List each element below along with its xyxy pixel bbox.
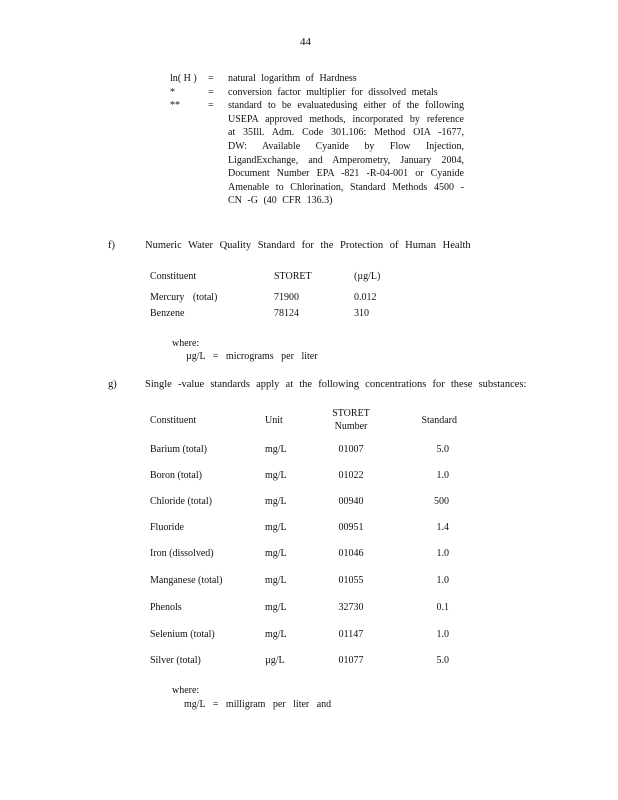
table-cell: 00951: [338, 521, 364, 533]
table-header-row: [150, 404, 465, 436]
table-cell: 1.0: [436, 574, 449, 586]
table-cell: mg/L: [265, 602, 287, 613]
definition-text: conversion factor multiplier for dissolved metals: [228, 86, 438, 98]
table-cell: 00940: [338, 495, 364, 507]
table-header-row: [150, 271, 380, 287]
definition-equals: =: [208, 73, 214, 84]
table-cell: Boron (total): [150, 469, 202, 481]
table-cell: mg/L: [265, 443, 287, 455]
table-cell: 5.0: [436, 443, 449, 455]
table-cell: 32730: [338, 602, 364, 613]
table-cell: Selenium (total): [150, 628, 215, 640]
table-cell: 1.0: [436, 469, 449, 481]
single-value-standards-table: [150, 404, 465, 673]
table-row: [150, 514, 465, 540]
definition-text: standard to be evaluatedusing either of the following USEPA approved methods, incorporated by reference at 35Ill. Adm. Code 301.106: Method OIA -1677, DW: Available Cyanide by Flow Injection, LigandExchange, and Amperometry, January 2004, Document Number EPA -821 -R-04-001 or Cyanide Amenable to Chlorination, Standard Methods 4500 -CN -G (40 CFR 136.3): [228, 100, 464, 207]
table-cell: 78124: [274, 308, 299, 319]
table-cell: 1.0: [436, 628, 449, 640]
table-cell: mg/L: [265, 628, 287, 640]
definition-symbol: ln( H ): [170, 73, 197, 84]
column-header: STORET: [274, 271, 312, 282]
definition-row: [170, 99, 468, 208]
table-row: [150, 292, 380, 308]
where-label: where:: [172, 685, 200, 696]
definition-row: [170, 72, 468, 86]
column-header: Unit: [265, 414, 283, 426]
section-g-letter: g): [108, 379, 117, 390]
table-cell: 0.1: [436, 602, 449, 613]
table-cell: Chloride (total): [150, 495, 212, 507]
table-cell: Phenols: [150, 602, 182, 613]
where-label: where:: [172, 338, 200, 349]
column-header: (µg/L): [354, 271, 381, 282]
table-cell: Barium (total): [150, 443, 207, 455]
table-row: [150, 540, 465, 566]
table-row: [150, 621, 465, 647]
table-row: [150, 566, 465, 594]
table-cell: Benzene: [150, 308, 185, 319]
section-f-title: Numeric Water Quality Standard for the Protection of Human Health: [145, 240, 471, 251]
table-cell: Mercury (total): [150, 292, 218, 303]
table-cell: mg/L: [265, 521, 287, 533]
table-cell: Silver (total): [150, 654, 201, 666]
where-text: mg/L = milligram per liter and: [184, 699, 332, 710]
column-header: STORET Number: [332, 408, 370, 432]
human-health-table: [150, 271, 380, 324]
table-row: [150, 594, 465, 621]
table-row: [150, 436, 465, 462]
definition-symbol: *: [170, 86, 175, 98]
table-cell: 01147: [338, 628, 364, 640]
table-cell: 71900: [274, 292, 299, 303]
table-row: [150, 308, 380, 324]
table-cell: mg/L: [265, 574, 287, 586]
table-cell: 500: [434, 495, 449, 507]
page-number: 44: [300, 36, 311, 48]
table-cell: Iron (dissolved): [150, 547, 214, 559]
definition-equals: =: [208, 100, 214, 112]
section-g-title: Single -value standards apply at the following concentrations for these substances:: [145, 379, 527, 390]
definition-row: [170, 86, 468, 100]
table-cell: Fluoride: [150, 521, 184, 533]
table-cell: mg/L: [265, 547, 287, 559]
table-cell: 1.0: [436, 547, 449, 559]
definition-equals: =: [208, 86, 214, 98]
column-header: Constituent: [150, 414, 197, 426]
table-cell: 01022: [338, 469, 364, 481]
table-cell: mg/L: [265, 469, 287, 481]
table-cell: µg/L: [265, 654, 285, 666]
column-header: Standard: [421, 414, 457, 426]
table-cell: 310: [354, 308, 369, 319]
section-f-letter: f): [108, 240, 115, 251]
definitions-list: [170, 72, 468, 208]
column-header: Constituent: [150, 271, 197, 282]
table-cell: mg/L: [265, 495, 287, 507]
definition-text: natural logarithm of Hardness: [228, 73, 357, 84]
table-cell: 0.012: [354, 292, 377, 303]
table-cell: 01007: [338, 443, 364, 455]
table-row: [150, 462, 465, 488]
table-row: [150, 488, 465, 514]
table-cell: 5.0: [436, 654, 449, 666]
table-cell: 01046: [338, 547, 364, 559]
definition-symbol: **: [170, 100, 180, 112]
table-row: [150, 647, 465, 673]
table-cell: 1.4: [436, 521, 449, 533]
table-cell: 01077: [338, 654, 364, 666]
where-text: µg/L = micrograms per liter: [186, 351, 318, 362]
table-cell: 01055: [338, 574, 364, 586]
table-cell: Manganese (total): [150, 574, 223, 586]
